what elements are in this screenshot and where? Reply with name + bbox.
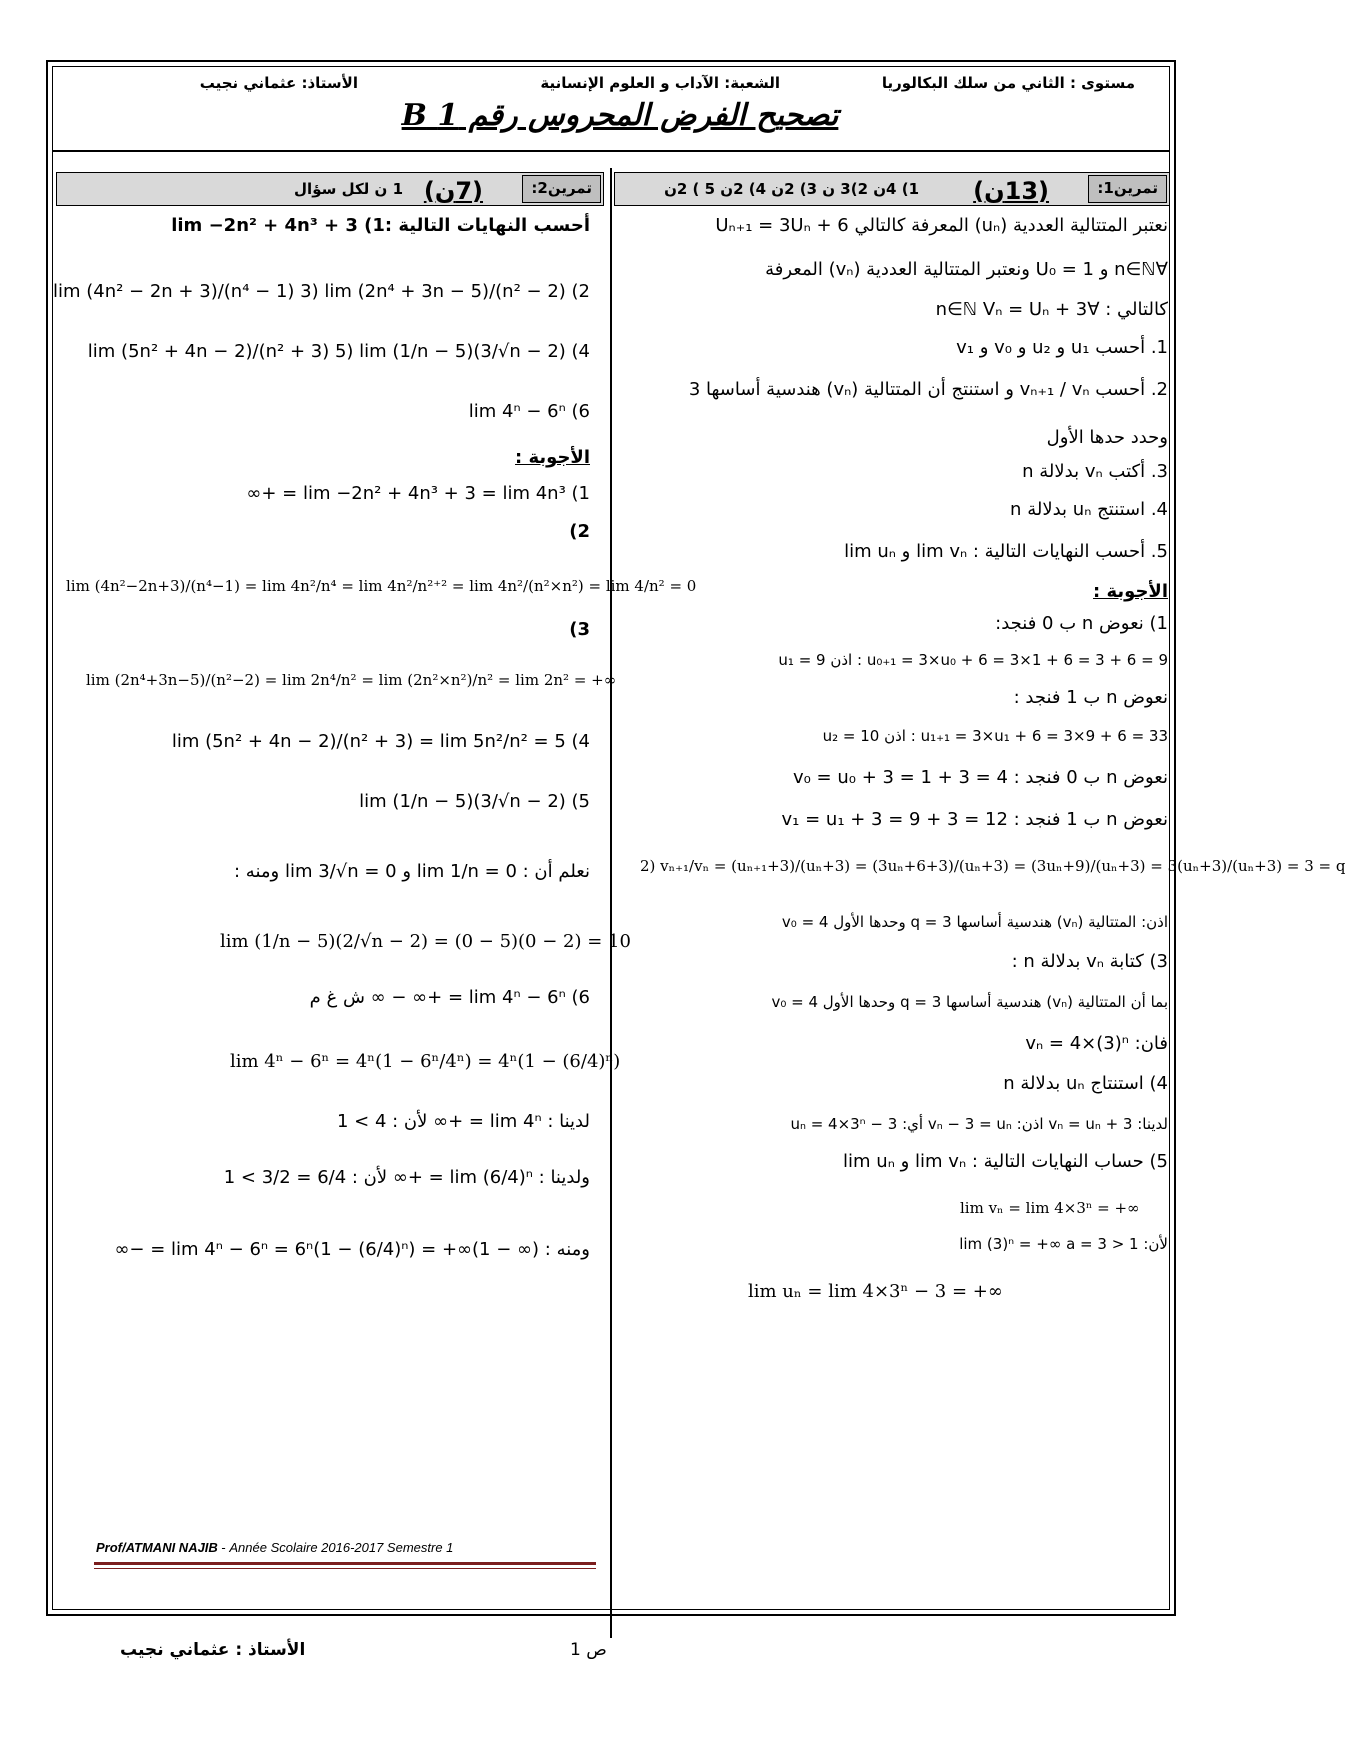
exercise1-badge: تمرين1: xyxy=(1088,175,1167,203)
ex2-line: 4) lim (5n² + 4n − 2)/(n² + 3) 5) lim (1/n − 5)(3/√n − 2) xyxy=(87,341,590,362)
ex1-answer: نعوض n ب 0 فنجد : v₀ = u₀ + 3 = 1 + 3 = 4 xyxy=(792,767,1168,788)
exercise1-detail: 1) 4ن 2)3 ن 3) 2ن 4) 2ن 5 ) 2ن xyxy=(664,180,919,198)
ex1-answer: لدينا: vₙ = uₙ + 3 اذن: vₙ − 3 = uₙ أي: uₙ = 4×3ⁿ − 3 xyxy=(790,1115,1168,1133)
footer-prof: Prof/ATMANI NAJIB xyxy=(96,1540,218,1555)
ex2-answer: ولدينا : lim (6/4)ⁿ = +∞ لأن : 6/4 = 3/2 > 1 xyxy=(223,1167,590,1188)
ex1-answer: 5) حساب النهايات التالية : lim vₙ و lim uₙ xyxy=(843,1151,1168,1172)
ex2-answer: lim (2n⁴+3n−5)/(n²−2) = lim 2n⁴/n² = lim (2n²×n²)/n² = lim 2n² = +∞ xyxy=(86,671,617,689)
footer-year: Année Scolaire 2016-2017 Semestre 1 xyxy=(229,1540,454,1555)
ex2-answer: نعلم أن : lim 1/n = 0 و lim 3/√n = 0 ومنه : xyxy=(234,861,590,882)
exercise2-detail: 1 ن لكل سؤال xyxy=(294,180,403,198)
ex1-answer: u₁₊₁ = 3×u₁ + 6 = 3×9 + 6 = 33 : اذن u₂ = 10 xyxy=(822,727,1168,745)
ex1-answer: 2) vₙ₊₁/vₙ = (uₙ₊₁+3)/(uₙ+3) = (3uₙ+6+3)/(uₙ+3) = (3uₙ+9)/(uₙ+3) = 3(uₙ+3)/(uₙ+3) = 3 = q xyxy=(640,857,1345,875)
ex2-answer: lim 4ⁿ − 6ⁿ = 4ⁿ(1 − 6ⁿ/4ⁿ) = 4ⁿ(1 − (6/4)ⁿ) xyxy=(230,1051,621,1072)
ex1-answer: u₀₊₁ = 3×u₀ + 6 = 3×1 + 6 = 3 + 6 = 9 : اذن u₁ = 9 xyxy=(778,651,1168,669)
exercise1-points: (13ن) xyxy=(973,177,1049,205)
ex1-line: 3. أكتب vₙ بدلالة n xyxy=(1022,461,1168,482)
ex2-answer: ومنه : lim 4ⁿ − 6ⁿ = 6ⁿ(1 − (6/4)ⁿ) = +∞(1 − ∞) = −∞ xyxy=(114,1239,590,1260)
ex2-answer: 6) lim 4ⁿ − 6ⁿ = +∞ − ∞ ش غ م xyxy=(309,987,590,1008)
ex1-answer: فان: vₙ = 4×(3)ⁿ xyxy=(1025,1033,1168,1054)
ex1-line: نعتبر المتتالية العددية (uₙ) المعرفة كالتالي Uₙ₊₁ = 3Uₙ + 6 xyxy=(715,215,1168,236)
ex2-line: 2) lim (4n² − 2n + 3)/(n⁴ − 1) 3) lim (2n⁴ + 3n − 5)/(n² − 2) xyxy=(52,281,590,302)
column-divider xyxy=(610,168,612,1638)
footer-rule-thin xyxy=(94,1568,596,1569)
teacher-label: الأستاذ: عثماني نجيب xyxy=(199,74,358,92)
branch-label: الشعبة: الآداب و العلوم الإنسانية xyxy=(540,74,780,92)
ex1-answer: 3) كتابة vₙ بدلالة n : xyxy=(1011,951,1168,972)
ex2-answer: 5) lim (1/n − 5)(3/√n − 2) xyxy=(359,791,590,812)
ex1-answer: بما أن المتتالية (vₙ) هندسية أساسها q = 3 وحدها الأول v₀ = 4 xyxy=(771,993,1168,1011)
ex1-line: 1. أحسب u₁ و u₂ و v₀ و v₁ xyxy=(956,337,1168,358)
exercise2-header xyxy=(56,172,604,206)
ex1-line: 5. أحسب النهايات التالية : lim vₙ و lim uₙ xyxy=(844,541,1168,562)
ex1-answers-title: الأجوبة : xyxy=(1093,581,1168,602)
ex1-line: وحدد حدها الأول xyxy=(1046,427,1168,448)
ex2-answer: 1) lim −2n² + 4n³ + 3 = lim 4n³ = +∞ xyxy=(246,483,590,504)
footer-teacher: الأستاذ : عثماني نجيب xyxy=(120,1640,306,1660)
ex1-answer: نعوض n ب 1 فنجد : xyxy=(1013,687,1168,708)
ex1-line: كالتالي : ∀n∈ℕ Vₙ = Uₙ + 3 xyxy=(935,299,1168,320)
footer-rule xyxy=(94,1562,596,1565)
ex1-answer: lim vₙ = lim 4×3ⁿ = +∞ xyxy=(960,1199,1140,1217)
exercise2-badge: تمرين2: xyxy=(522,175,601,203)
ex2-answer: 4) lim (5n² + 4n − 2)/(n² + 3) = lim 5n²/n² = 5 xyxy=(171,731,590,752)
ex1-answer: 1) نعوض n ب 0 فنجد: xyxy=(995,613,1168,634)
ex2-answer: lim (4n²−2n+3)/(n⁴−1) = lim 4n²/n⁴ = lim 4n²/n²⁺² = lim 4n²/(n²×n²) = lim 4/n² = 0 xyxy=(66,577,697,595)
exercise2-points: (7ن) xyxy=(423,177,483,205)
page-number: ص 1 xyxy=(570,1640,607,1660)
ex2-answer: 2) xyxy=(569,521,590,542)
ex2-answer: 3) xyxy=(569,619,590,640)
ex2-answer: لدينا : lim 4ⁿ = +∞ لأن : 4 > 1 xyxy=(336,1111,590,1132)
ex1-line: ∀n∈ℕ و U₀ = 1 ونعتبر المتتالية العددية (vₙ) المعرفة xyxy=(765,259,1168,280)
header-divider xyxy=(52,150,1170,152)
exercise1-header xyxy=(614,172,1170,206)
ex2-answers-title: الأجوبة : xyxy=(515,447,590,468)
ex2-line: أحسب النهايات التالية :1) lim −2n² + 4n³ + 3 xyxy=(171,215,590,236)
ex1-answer: نعوض n ب 1 فنجد : v₁ = u₁ + 3 = 9 + 3 = 12 xyxy=(781,809,1168,830)
footer-sep: - xyxy=(217,1540,230,1555)
ex1-answer: 4) استنتاج uₙ بدلالة n xyxy=(1003,1073,1168,1094)
ex1-line: 4. استنتج uₙ بدلالة n xyxy=(1010,499,1168,520)
ex1-answer: اذن: المتتالية (vₙ) هندسية أساسها q = 3 وحدها الأول v₀ = 4 xyxy=(781,913,1168,931)
ex1-answer: لأن: lim (3)ⁿ = +∞ a = 3 > 1 xyxy=(959,1235,1168,1253)
page-title: تصحيح الفرض المحروس رقم 1 B xyxy=(401,98,839,133)
ex1-answer: lim uₙ = lim 4×3ⁿ − 3 = +∞ xyxy=(748,1281,1003,1302)
level-label: مستوى : الثاني من سلك البكالوريا xyxy=(881,74,1135,92)
ex2-answer: lim (1/n − 5)(2/√n − 2) = (0 − 5)(0 − 2) = 10 xyxy=(220,931,631,952)
footer-credit xyxy=(96,1540,453,1555)
ex1-line: 2. أحسب vₙ₊₁ / vₙ و استنتج أن المتتالية (vₙ) هندسية أساسها 3 xyxy=(688,379,1168,400)
ex2-line: 6) lim 4ⁿ − 6ⁿ xyxy=(468,401,590,422)
